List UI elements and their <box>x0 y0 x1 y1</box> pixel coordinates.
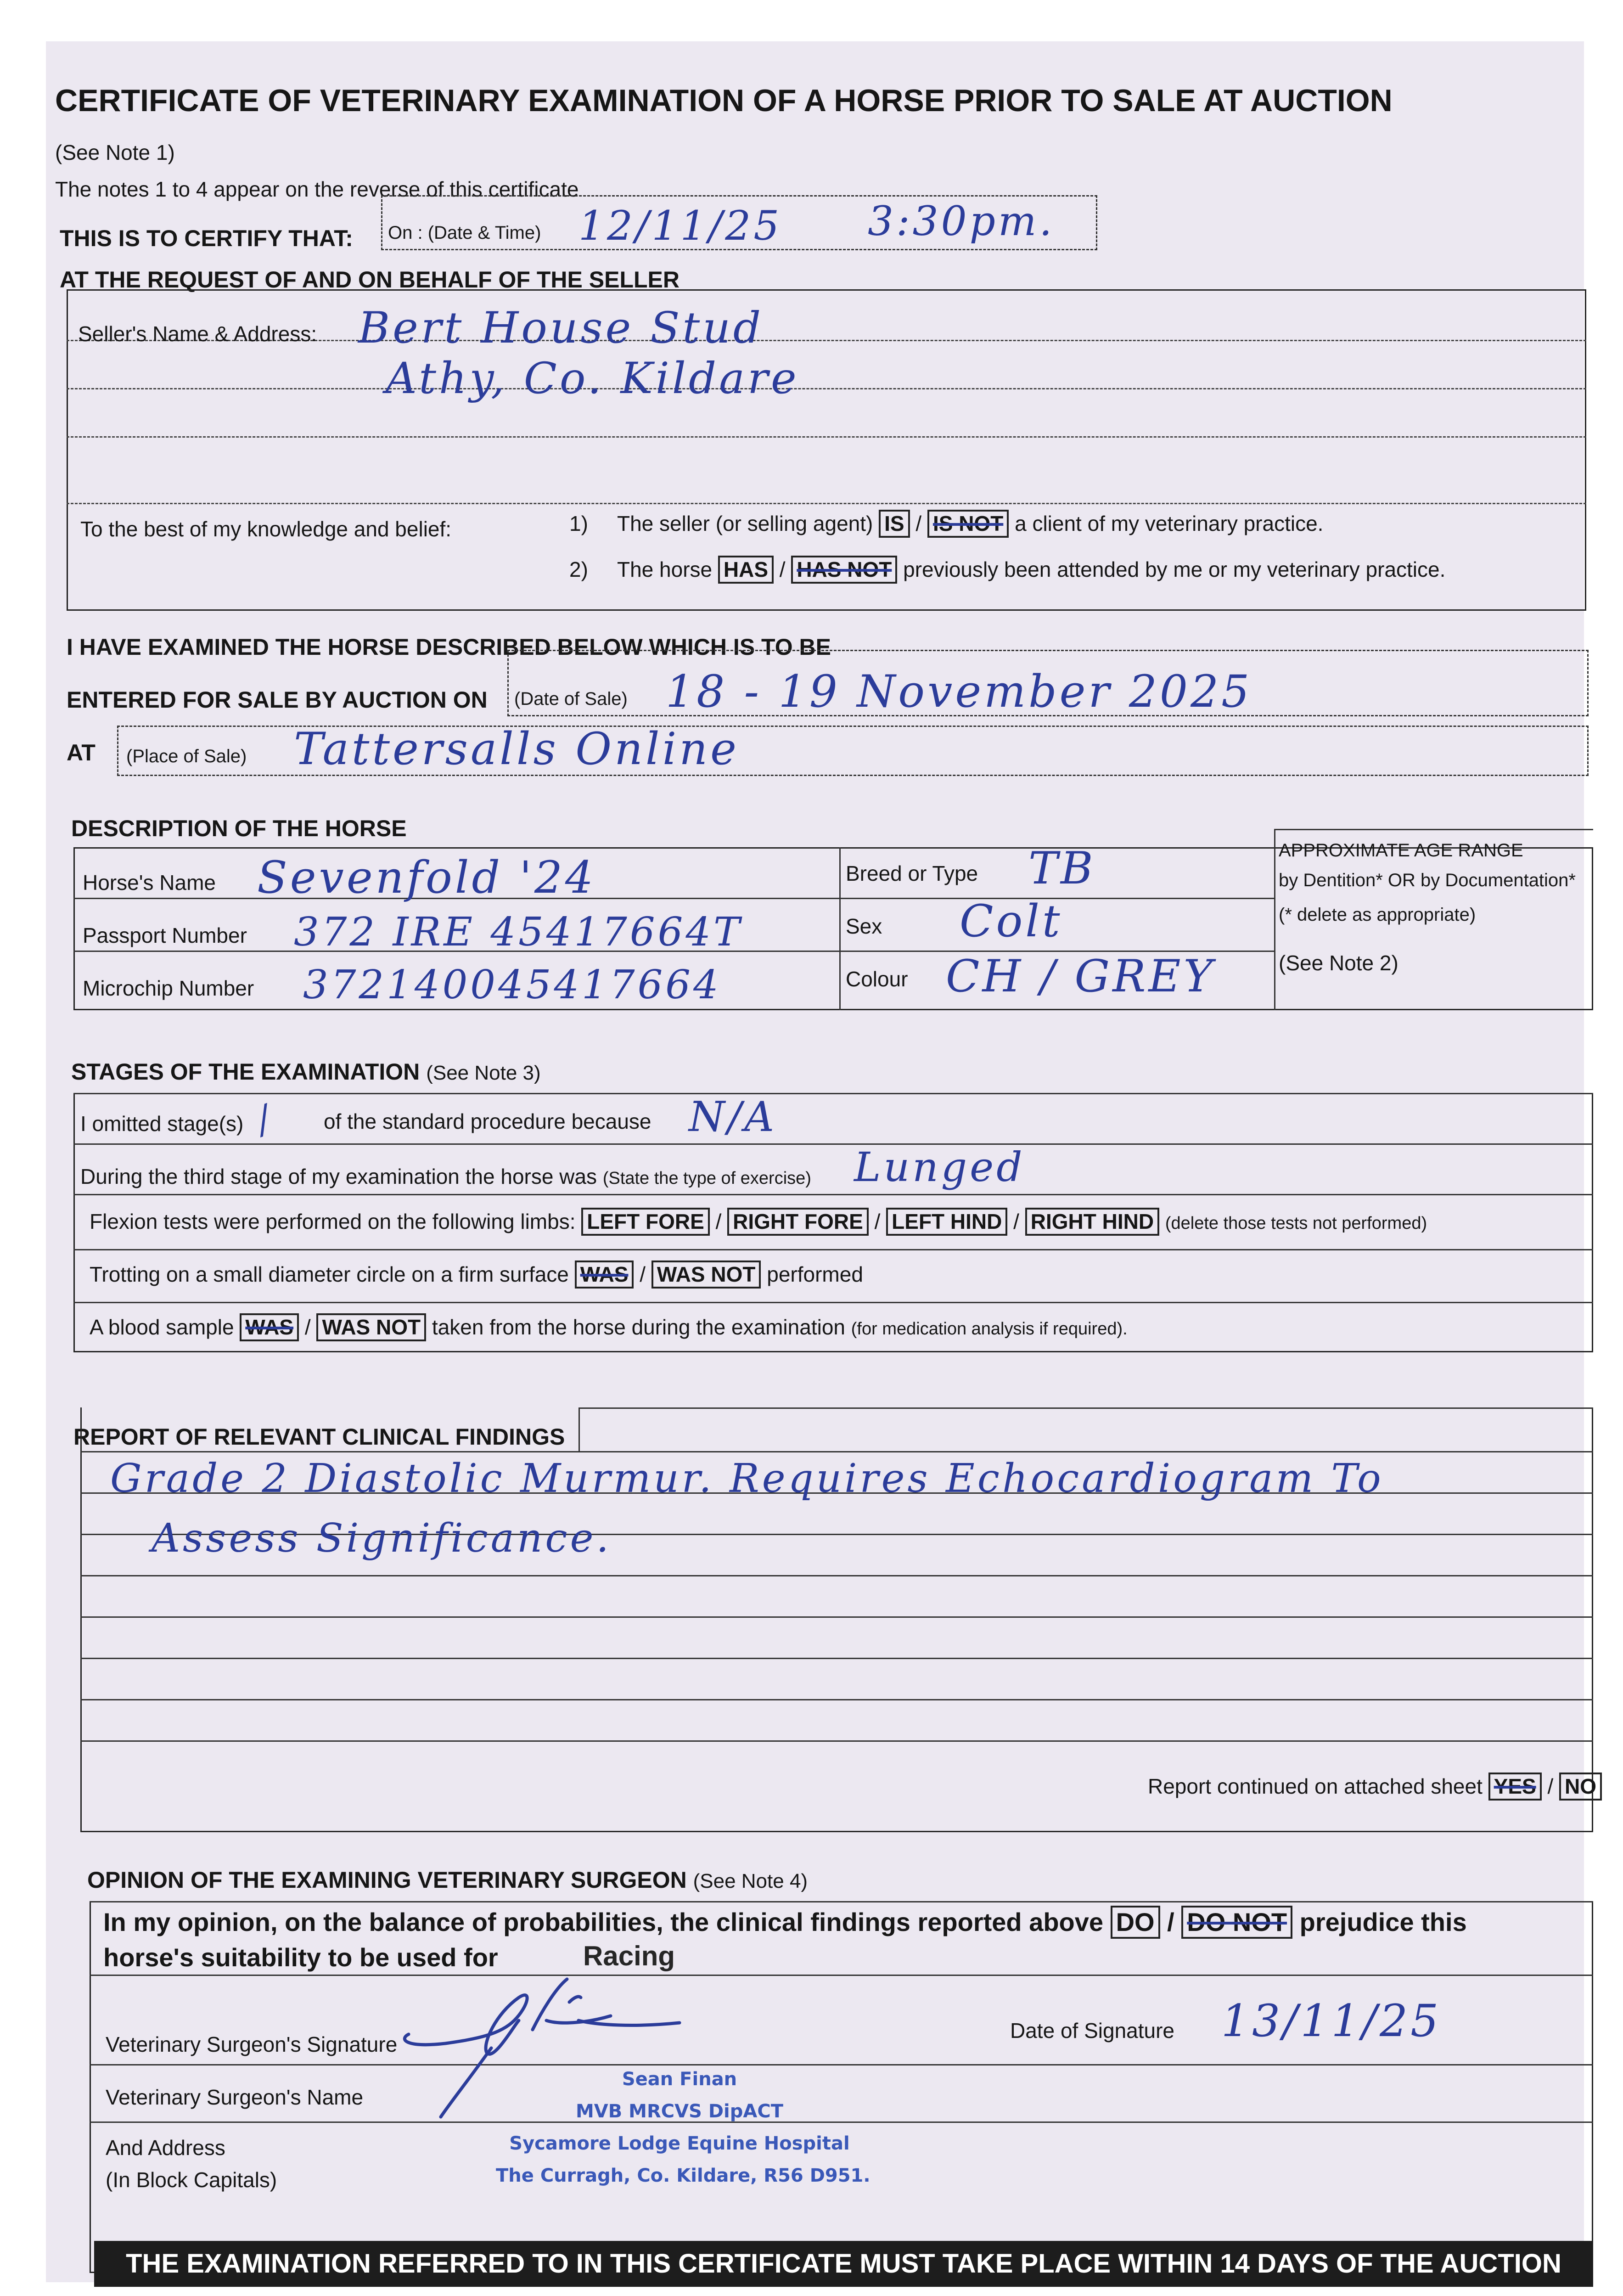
opinion-text-2: prejudice this <box>1299 1908 1467 1936</box>
divider <box>90 1975 1593 1976</box>
breed-value: TB <box>1028 843 1096 894</box>
seller-name-value: Bert House Stud <box>358 303 764 353</box>
trotting-was: WAS <box>575 1261 634 1289</box>
divider <box>80 1575 1593 1576</box>
flexion-left-fore: LEFT FORE <box>581 1208 710 1236</box>
seller-statement-2 <box>569 556 1445 584</box>
divider <box>90 2122 1593 2123</box>
flexion-note: (delete those tests not performed) <box>1165 1214 1427 1233</box>
omitted-stages-tail: of the standard procedure because <box>324 1109 651 1133</box>
opinion-heading-text: OPINION OF THE EXAMINING VETERINARY SURGEON <box>87 1867 687 1893</box>
description-heading: DESCRIPTION OF THE HORSE <box>71 816 407 841</box>
trotting-label: Trotting on a small diameter circle on a firm surface <box>90 1262 569 1286</box>
address-label-2: (In Block Capitals) <box>106 2168 277 2192</box>
microchip-label: Microchip Number <box>83 976 254 1000</box>
notes-line: The notes 1 to 4 appear on the reverse of this certificate <box>55 177 579 201</box>
opinion-statement <box>103 1906 1467 1939</box>
findings-line-1: Grade 2 Diastolic Murmur. Requires Echocardiogram To <box>110 1456 1384 1502</box>
divider <box>67 388 1586 389</box>
blood-sample-note: (for medication analysis if required). <box>851 1319 1128 1339</box>
signature-date-label: Date of Signature <box>1010 2019 1175 2043</box>
divider <box>67 503 1586 504</box>
flexion-left-hind: LEFT HIND <box>886 1208 1007 1236</box>
address-label-1: And Address <box>106 2136 225 2160</box>
trotting-row <box>90 1261 863 1289</box>
blood-sample-row <box>90 1313 1128 1341</box>
passport-label: Passport Number <box>83 923 247 947</box>
slash: / <box>1547 1774 1554 1798</box>
slash: / <box>1167 1908 1174 1936</box>
third-stage-value: Lunged <box>854 1143 1025 1191</box>
age-range-note: (* delete as appropriate) <box>1279 905 1476 925</box>
sale-place-value: Tattersalls Online <box>294 723 739 775</box>
divider <box>839 847 841 1010</box>
divider <box>80 1658 1593 1659</box>
divider <box>1274 829 1275 1010</box>
sale-place-label: (Place of Sale) <box>126 746 247 766</box>
stages-heading <box>71 1058 541 1085</box>
signature-label: Veterinary Surgeon's Signature <box>106 2032 398 2056</box>
omitted-reason: N/A <box>689 1093 777 1141</box>
statement-tail: previously been attended by me or my veterinary practice. <box>903 557 1446 581</box>
option-has: HAS <box>718 556 774 584</box>
sex-value: Colt <box>960 895 1063 947</box>
divider <box>73 1143 1593 1145</box>
sale-date-value: 18 - 19 November 2025 <box>666 666 1252 717</box>
slash: / <box>915 512 922 535</box>
surgeon-name-label: Veterinary Surgeon's Name <box>106 2085 364 2109</box>
omitted-stages-label: I omitted stage(s) <box>80 1112 244 1136</box>
see-note-3: (See Note 3) <box>426 1062 541 1084</box>
slash: / <box>640 1262 646 1286</box>
seller-name-label: Seller's Name & Address: <box>78 322 317 346</box>
slash: / <box>779 557 786 581</box>
continued-yes: YES <box>1488 1773 1542 1801</box>
slash: / <box>304 1315 311 1339</box>
opinion-text-1: In my opinion, on the balance of probabilities, the clinical findings reported above <box>103 1908 1104 1936</box>
third-stage-label: During the third stage of my examination the horse was <box>80 1165 597 1188</box>
divider <box>73 1093 1593 1094</box>
divider <box>67 436 1586 438</box>
flexion-label: Flexion tests were performed on the following limbs: <box>90 1210 576 1233</box>
divider <box>80 1699 1593 1700</box>
divider <box>90 2064 1593 2065</box>
findings-line-2: Assess Significance. <box>152 1515 612 1561</box>
divider <box>578 1407 1593 1409</box>
slash: / <box>1013 1210 1019 1233</box>
stamp-qualifications: MVB MRCVS DipACT <box>576 2101 783 2122</box>
divider <box>80 1616 1593 1618</box>
sex-label: Sex <box>846 914 882 938</box>
sale-date-label: (Date of Sale) <box>514 689 628 709</box>
colour-label: Colour <box>846 967 908 991</box>
divider <box>73 1302 1593 1303</box>
third-stage-note: (State the type of exercise) <box>602 1169 811 1188</box>
third-stage-row <box>80 1164 811 1189</box>
divider <box>90 1901 1593 1902</box>
veterinary-signature <box>395 1970 744 2122</box>
knowledge-label: To the best of my knowledge and belief: <box>80 517 452 541</box>
findings-heading: REPORT OF RELEVANT CLINICAL FINDINGS <box>73 1424 565 1450</box>
footer-banner: THE EXAMINATION REFERRED TO IN THIS CERTIFICATE MUST TAKE PLACE WITHIN 14 DAYS OF THE AUCTION <box>94 2241 1593 2287</box>
divider <box>80 1740 1593 1742</box>
trotting-tail: performed <box>767 1262 863 1286</box>
blood-sample-was: WAS <box>240 1313 299 1341</box>
sale-heading-2: ENTERED FOR SALE BY AUCTION ON <box>67 687 488 713</box>
stamp-address: The Curragh, Co. Kildare, R56 D951. <box>496 2165 870 2186</box>
slash: / <box>715 1210 722 1233</box>
statement-tail: a client of my veterinary practice. <box>1015 512 1324 535</box>
age-range-title: APPROXIMATE AGE RANGE <box>1279 840 1523 861</box>
breed-label: Breed or Type <box>846 861 978 885</box>
slash: / <box>874 1210 881 1233</box>
certificate-title: CERTIFICATE OF VETERINARY EXAMINATION OF A HORSE PRIOR TO SALE AT AUCTION <box>55 83 1393 118</box>
see-note-4: (See Note 4) <box>693 1870 808 1892</box>
statement-text: The seller (or selling agent) <box>617 512 873 535</box>
stages-heading-text: STAGES OF THE EXAMINATION <box>71 1059 420 1085</box>
signature-date-value: 13/11/25 <box>1221 1995 1442 2047</box>
divider <box>578 1407 580 1451</box>
exam-date: 12/11/25 <box>578 202 782 249</box>
request-line: AT THE REQUEST OF AND ON BEHALF OF THE SELLER <box>60 267 680 293</box>
flexion-row <box>90 1208 1427 1236</box>
opinion-heading <box>87 1867 808 1893</box>
statement-number: 2) <box>569 557 588 581</box>
sale-heading-1: I HAVE EXAMINED THE HORSE DESCRIBED BELOW WHICH IS TO BE <box>67 634 831 660</box>
omitted-stages-value: / <box>250 1096 279 1142</box>
colour-value: CH / GREY <box>946 951 1215 1002</box>
flexion-right-fore: RIGHT FORE <box>727 1208 869 1236</box>
divider <box>73 898 1274 899</box>
at-label: AT <box>67 740 95 765</box>
blood-sample-was-not: WAS NOT <box>316 1313 426 1341</box>
divider <box>1274 829 1593 830</box>
trotting-was-not: WAS NOT <box>651 1261 761 1289</box>
option-has-not: HAS NOT <box>791 556 897 584</box>
option-do: DO <box>1111 1906 1160 1939</box>
age-range-options: by Dentition* OR by Documentation* <box>1279 870 1576 890</box>
option-do-not: DO NOT <box>1181 1906 1292 1939</box>
opinion-text-3: horse's suitability to be used for <box>103 1943 498 1972</box>
divider <box>73 1194 1593 1195</box>
passport-value: 372 IRE 45417664T <box>294 909 743 955</box>
horse-name-label: Horse's Name <box>83 871 216 895</box>
see-note-1: (See Note 1) <box>55 141 175 164</box>
stamp-practice: Sycamore Lodge Equine Hospital <box>509 2133 850 2154</box>
divider <box>73 1249 1593 1250</box>
divider <box>80 1451 1593 1452</box>
horse-name-value: Sevenfold '24 <box>257 852 596 903</box>
suitability-use: Racing <box>583 1941 675 1971</box>
certify-label: THIS IS TO CERTIFY THAT: <box>60 225 353 251</box>
continued-label: Report continued on attached sheet <box>1148 1774 1483 1798</box>
seller-address-value: Athy, Co. Kildare <box>386 354 799 404</box>
blood-sample-label: A blood sample <box>90 1315 234 1339</box>
flexion-right-hind: RIGHT HIND <box>1025 1208 1159 1236</box>
statement-number: 1) <box>569 512 588 535</box>
statement-text: The horse <box>617 557 713 581</box>
continued-no: NO <box>1559 1773 1602 1801</box>
option-is-not: IS NOT <box>927 510 1009 538</box>
see-note-2: (See Note 2) <box>1279 951 1398 975</box>
microchip-value: 372140045417664 <box>303 962 721 1008</box>
seller-statement-1 <box>569 510 1323 538</box>
exam-time: 3:30pm. <box>868 197 1055 245</box>
option-is: IS <box>879 510 910 538</box>
blood-sample-tail: taken from the horse during the examination <box>432 1315 845 1339</box>
stamp-name: Sean Finan <box>622 2069 737 2090</box>
on-date-time-label: On : (Date & Time) <box>388 223 541 243</box>
continued-row <box>1148 1773 1602 1801</box>
